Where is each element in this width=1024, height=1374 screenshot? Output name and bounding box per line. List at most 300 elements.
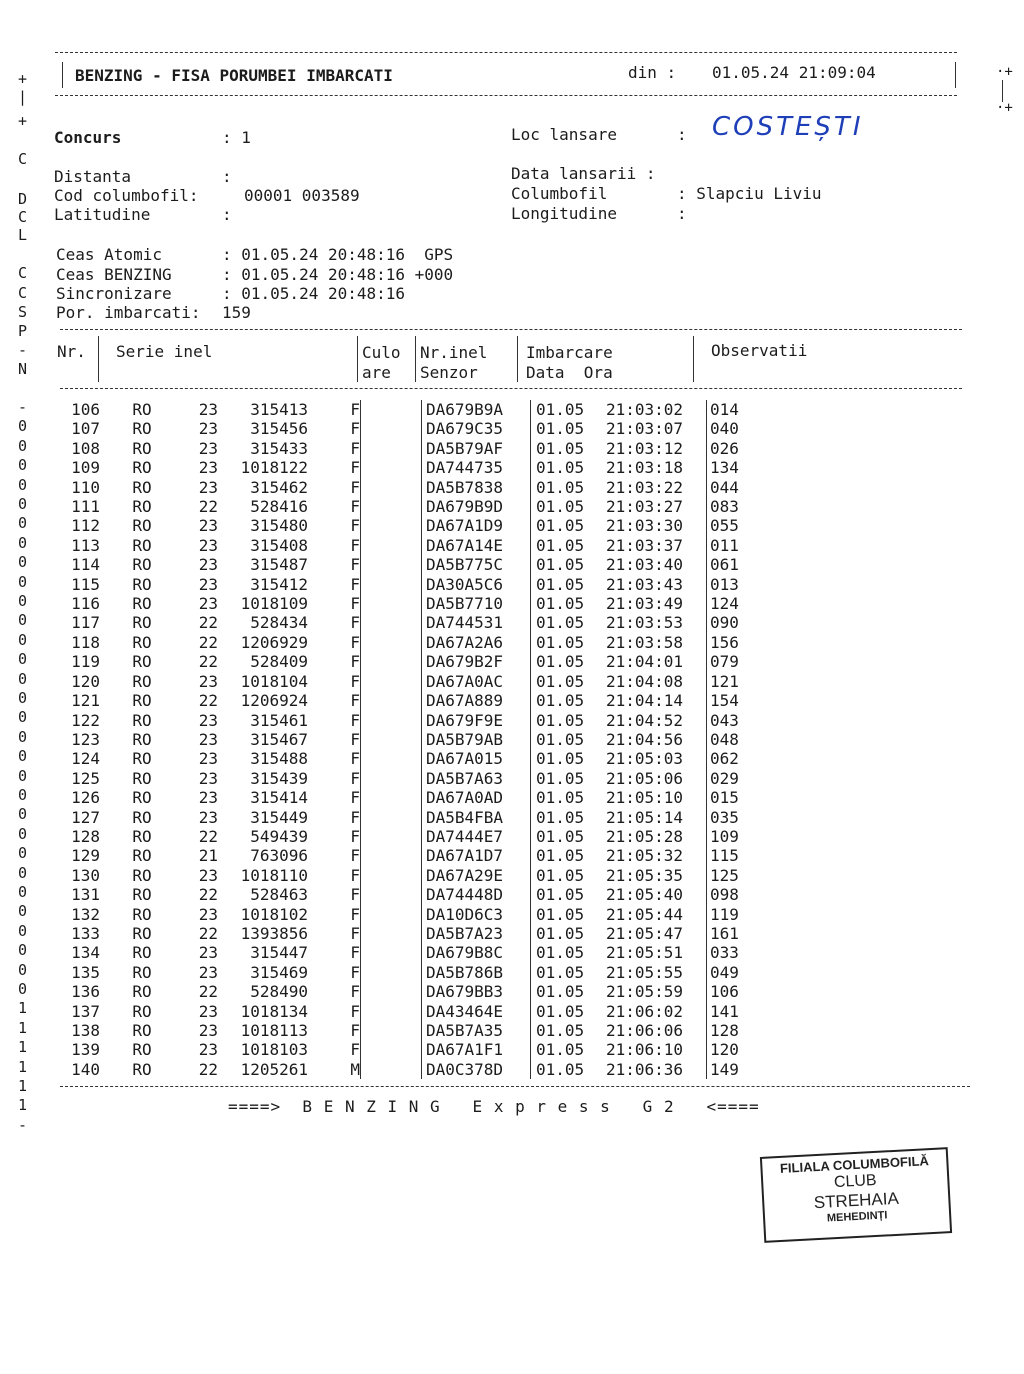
row-number: 112 [71,516,100,536]
right-margin-bar [1002,80,1003,102]
left-margin-char: 0 [18,475,28,494]
left-margin-char: 1 [18,1057,28,1076]
sensor-ring: DA5B79AB [422,730,531,749]
table-row [54,866,770,885]
col-header-culo: Culo [362,343,401,362]
ring-number: 1393856 [240,923,308,943]
sensor-ring: DA67A1D9 [422,516,531,535]
ring-country: RO [132,826,152,846]
stamp-line-4: MEHEDINȚI [826,1209,888,1225]
table-row [54,1021,770,1040]
observatii: 098 [707,885,771,904]
row-number: 113 [71,535,100,555]
table-row [54,827,770,846]
embark-time: 21:03:40 [606,555,684,575]
embark-date: 01.05 [531,536,607,555]
row-number: 116 [71,594,100,614]
row-number: 124 [71,749,100,769]
sensor-ring: DA679B2F [422,652,531,671]
sensor-ring: DA5B79AF [422,439,531,458]
left-margin-char: - [18,398,28,416]
observatii: 083 [707,497,771,516]
left-margin-char: 0 [18,611,28,630]
ceas-benzing-value: : 01.05.24 20:48:16 +000 [222,265,454,284]
table-row [54,885,770,904]
sensor-ring: DA5B4FBA [422,808,531,827]
ring-year: 22 [198,497,218,517]
ring-country: RO [132,729,152,749]
row-number: 140 [71,1059,100,1079]
left-margin-char: 1 [18,999,28,1018]
embark-date: 01.05 [531,711,607,730]
ring-number: 1018109 [240,594,308,614]
embark-time: 21:05:06 [606,768,684,788]
color-cell [361,555,422,574]
left-margin-char: 1 [18,1077,28,1095]
left-margin-char: - [18,1115,28,1134]
left-margin-char: P [18,322,28,340]
ring-year: 23 [198,768,218,788]
col-header-data-ora: Data Ora [526,363,613,382]
color-cell [361,788,422,807]
table-row [54,808,770,827]
left-margin-char: 0 [18,805,28,824]
din-label: din : [628,63,677,82]
ring-country: RO [132,613,152,633]
embark-time: 21:04:56 [606,729,684,749]
embark-date: 01.05 [531,555,607,574]
ring-number: 315414 [250,788,308,808]
sex: F [350,943,360,963]
table-row [54,419,770,438]
sex: F [350,923,360,943]
observatii: 040 [707,419,771,438]
left-margin-char: D [18,190,28,208]
embark-time: 21:05:55 [606,962,684,982]
table-row [54,846,770,865]
sex: F [350,458,360,478]
sex: F [350,419,360,439]
color-cell [361,400,422,419]
embark-time: 21:05:10 [606,788,684,808]
color-cell [361,1002,422,1021]
ring-year: 23 [198,594,218,614]
ring-country: RO [132,555,152,575]
observatii: 013 [707,575,771,594]
col-header-senzor: Senzor [420,363,478,382]
right-margin-mark: ·+ [996,64,1013,80]
sensor-ring: DA67A29E [422,866,531,885]
embark-date: 01.05 [531,982,607,1001]
sensor-ring: DA0C378D [422,1060,531,1079]
sensor-ring: DA67A889 [422,691,531,710]
left-margin-char: C [18,208,28,226]
embark-date: 01.05 [531,594,607,613]
embark-time: 21:05:59 [606,982,684,1002]
ring-number: 1206924 [240,691,308,711]
embark-time: 21:05:51 [606,943,684,963]
ring-year: 23 [198,807,218,827]
right-margin-mark-2: ·+ [996,100,1013,116]
sincronizare-label: Sincronizare [56,284,172,303]
ring-country: RO [132,671,152,691]
left-margin-char: 0 [18,689,28,707]
header-left-border [62,62,63,88]
row-number: 135 [71,962,100,982]
ring-number: 1018110 [240,865,308,885]
table-row [54,497,770,516]
observatii: 161 [707,924,771,943]
color-cell [361,808,422,827]
left-margin-char: 0 [18,727,28,746]
row-number: 128 [71,826,100,846]
sensor-ring: DA5B7A23 [422,924,531,943]
sensor-ring: DA679B8C [422,943,531,962]
observatii: 026 [707,439,771,458]
color-cell [361,905,422,924]
table-divider [98,336,99,382]
embark-date: 01.05 [531,672,607,691]
row-number: 137 [71,1001,100,1021]
longitudine-value: : [677,204,687,223]
observatii: 124 [707,594,771,613]
table-row [54,730,770,749]
columbofil-label: Columbofil [511,184,608,203]
ring-number: 315456 [250,419,308,439]
table-row [54,1002,770,1021]
table-row [54,982,770,1001]
din-timestamp: 01.05.24 21:09:04 [712,63,876,82]
sensor-ring: DA67A1D7 [422,846,531,865]
embark-time: 21:03:12 [606,438,684,458]
loc-lansare-label: Loc lansare [511,125,617,144]
embark-date: 01.05 [531,691,607,710]
left-margin-char: + [18,112,28,130]
observatii: 119 [707,905,771,924]
color-cell [361,1040,422,1059]
left-margin-char: 0 [18,883,28,901]
table-row [54,691,770,710]
table-row [54,1060,770,1079]
embark-date: 01.05 [531,943,607,962]
ring-number: 763096 [250,846,308,866]
col-header-are: are [362,363,391,382]
row-number: 114 [71,555,100,575]
left-margin-char: C [18,150,28,168]
observatii: 062 [707,749,771,768]
sex: F [350,1040,360,1060]
left-margin-char: 0 [18,514,28,533]
color-cell [361,672,422,691]
color-cell [361,963,422,982]
sex: F [350,788,360,808]
observatii: 033 [707,943,771,962]
ceas-atomic-value: : 01.05.24 20:48:16 GPS [222,245,454,264]
sex: F [350,400,360,419]
sensor-ring: DA679C35 [422,419,531,438]
table-row [54,711,770,730]
observatii: 015 [707,788,771,807]
sensor-ring: DA43464E [422,1002,531,1021]
sex: F [350,691,360,711]
ring-country: RO [132,1001,152,1021]
ring-year: 22 [198,613,218,633]
row-number: 107 [71,419,100,439]
observatii: 121 [707,672,771,691]
ring-country: RO [132,982,152,1002]
embark-date: 01.05 [531,613,607,632]
left-margin-char: 1 [18,1018,28,1037]
left-margin-char: + [18,70,28,88]
color-cell [361,419,422,438]
concurs-value: : 1 [222,128,251,147]
observatii: 090 [707,613,771,632]
row-number: 108 [71,438,100,458]
sensor-ring: DA67A015 [422,749,531,768]
row-number: 127 [71,807,100,827]
sensor-ring: DA67A0AC [422,672,531,691]
document-title: BENZING - FISA PORUMBEI IMBARCATI [75,66,393,85]
left-margin-char: 1 [18,1096,28,1115]
row-number: 134 [71,943,100,963]
color-cell [361,652,422,671]
distanta-value: : [222,167,232,186]
sex: F [350,632,360,652]
ring-country: RO [132,400,152,419]
left-margin-char: 0 [18,533,28,552]
sex: F [350,982,360,1002]
table-header-top-border [60,329,962,330]
ceas-atomic-label: Ceas Atomic [56,245,162,264]
color-cell [361,866,422,885]
ring-number: 528409 [250,652,308,672]
ring-number: 315447 [250,943,308,963]
table-divider [357,336,358,382]
left-margin-char: 0 [18,824,28,843]
embark-time: 21:06:02 [606,1001,684,1021]
ring-country: RO [132,768,152,788]
embark-date: 01.05 [531,924,607,943]
header-right-border [955,62,956,88]
observatii: 141 [707,1002,771,1021]
left-margin-char: 0 [18,650,28,669]
ring-number: 528463 [250,885,308,905]
color-cell [361,711,422,730]
latitudine-value: : [222,205,232,224]
row-number: 118 [71,632,100,652]
ring-number: 1018102 [240,904,308,924]
ring-year: 23 [198,1021,218,1040]
embark-time: 21:03:49 [606,594,684,614]
sensor-ring: DA5B7710 [422,594,531,613]
row-number: 138 [71,1021,100,1040]
left-margin-char: 1 [18,1038,28,1057]
ring-year: 23 [198,477,218,497]
color-cell [361,458,422,477]
ring-number: 528490 [250,982,308,1002]
ring-number: 315487 [250,555,308,575]
ring-country: RO [132,749,152,769]
sex: F [350,497,360,517]
left-margin-char: | [18,88,28,106]
sincronizare-value: : 01.05.24 20:48:16 [222,284,406,303]
ring-number: 315462 [250,477,308,497]
sex: F [350,594,360,614]
ring-year: 22 [198,885,218,905]
embark-time: 21:03:02 [606,400,684,419]
row-number: 133 [71,923,100,943]
loc-lansare-separator: : [677,125,687,144]
row-number: 139 [71,1040,100,1060]
ring-number: 315461 [250,710,308,730]
table-divider [693,336,694,382]
sex: F [350,807,360,827]
table-row [54,905,770,924]
left-margin-char: 0 [18,786,28,804]
sex: F [350,671,360,691]
table-header-bottom-border [60,388,962,389]
color-cell [361,885,422,904]
sex: F [350,613,360,633]
ring-country: RO [132,1059,152,1079]
embark-time: 21:03:07 [606,419,684,439]
ring-year: 23 [198,458,218,478]
color-cell [361,943,422,962]
observatii: 120 [707,1040,771,1059]
embark-time: 21:03:53 [606,613,684,633]
sensor-ring: DA67A2A6 [422,633,531,652]
row-number: 119 [71,652,100,672]
color-cell [361,1021,422,1040]
embark-date: 01.05 [531,749,607,768]
row-number: 125 [71,768,100,788]
ring-number: 1205261 [240,1059,308,1079]
col-header-nr: Nr. [57,342,86,361]
table-row [54,516,770,535]
ring-year: 23 [198,865,218,885]
sensor-ring: DA744735 [422,458,531,477]
ring-number: 528434 [250,613,308,633]
embark-time: 21:05:28 [606,826,684,846]
left-margin-char: 0 [18,592,28,610]
embark-date: 01.05 [531,1002,607,1021]
sensor-ring: DA67A14E [422,536,531,555]
longitudine-label: Longitudine [511,204,617,223]
embark-time: 21:03:18 [606,458,684,478]
cod-columbofil-value: 00001 003589 [244,186,360,205]
table-row [54,652,770,671]
col-header-serie: Serie inel [116,342,213,361]
sex: F [350,555,360,575]
table-row [54,439,770,458]
ring-number: 315433 [250,438,308,458]
table-row [54,924,770,943]
sex: F [350,749,360,769]
embark-date: 01.05 [531,905,607,924]
ring-year: 22 [198,923,218,943]
sensor-ring: DA679F9E [422,711,531,730]
embark-date: 01.05 [531,1040,607,1059]
embark-time: 21:05:35 [606,865,684,885]
sex: F [350,768,360,788]
row-number: 123 [71,729,100,749]
left-margin-char: 0 [18,766,28,785]
ring-country: RO [132,535,152,555]
embark-time: 21:03:37 [606,535,684,555]
table-row [54,613,770,632]
observatii: 055 [707,516,771,535]
color-cell [361,730,422,749]
embark-time: 21:05:14 [606,807,684,827]
table-row [54,633,770,652]
col-header-observatii: Observatii [711,341,808,360]
ring-year: 22 [198,691,218,711]
ring-number: 1018104 [240,671,308,691]
observatii: 156 [707,633,771,652]
table-row [54,478,770,497]
observatii: 044 [707,478,771,497]
left-margin-char: 0 [18,495,28,513]
ring-number: 315408 [250,535,308,555]
ceas-benzing-label: Ceas BENZING [56,265,172,284]
table-divider [415,336,416,382]
ring-year: 22 [198,982,218,1002]
sensor-ring: DA679B9A [422,400,531,419]
embark-date: 01.05 [531,1021,607,1040]
embark-date: 01.05 [531,458,607,477]
embark-time: 21:05:03 [606,749,684,769]
ring-country: RO [132,691,152,711]
sensor-ring: DA5B7A63 [422,769,531,788]
embark-date: 01.05 [531,827,607,846]
observatii: 048 [707,730,771,749]
embark-date: 01.05 [531,419,607,438]
left-margin-char: 0 [18,456,28,475]
left-margin-char: C [18,284,28,302]
color-cell [361,536,422,555]
left-margin-char: 0 [18,417,28,436]
embark-time: 21:06:06 [606,1021,684,1040]
sex: F [350,826,360,846]
row-number: 115 [71,574,100,594]
sensor-ring: DA67A0AD [422,788,531,807]
embark-time: 21:06:36 [606,1059,684,1079]
row-number: 122 [71,710,100,730]
ring-year: 22 [198,1059,218,1079]
ring-year: 23 [198,438,218,458]
table-bottom-border [60,1086,970,1087]
embark-time: 21:05:44 [606,904,684,924]
ring-year: 22 [198,632,218,652]
ring-country: RO [132,788,152,808]
color-cell [361,691,422,710]
table-row [54,788,770,807]
table-row [54,594,770,613]
ring-country: RO [132,497,152,517]
left-margin-char: 0 [18,630,28,649]
embark-time: 21:04:52 [606,710,684,730]
concurs-label: Concurs [54,128,122,147]
ring-country: RO [132,594,152,614]
columbofil-value: : Slapciu Liviu [677,184,822,203]
left-margin-char: 0 [18,553,28,572]
table-row [54,400,770,419]
ring-number: 315480 [250,516,308,536]
sensor-ring: DA679B9D [422,497,531,516]
ring-year: 23 [198,710,218,730]
color-cell [361,516,422,535]
ring-country: RO [132,923,152,943]
